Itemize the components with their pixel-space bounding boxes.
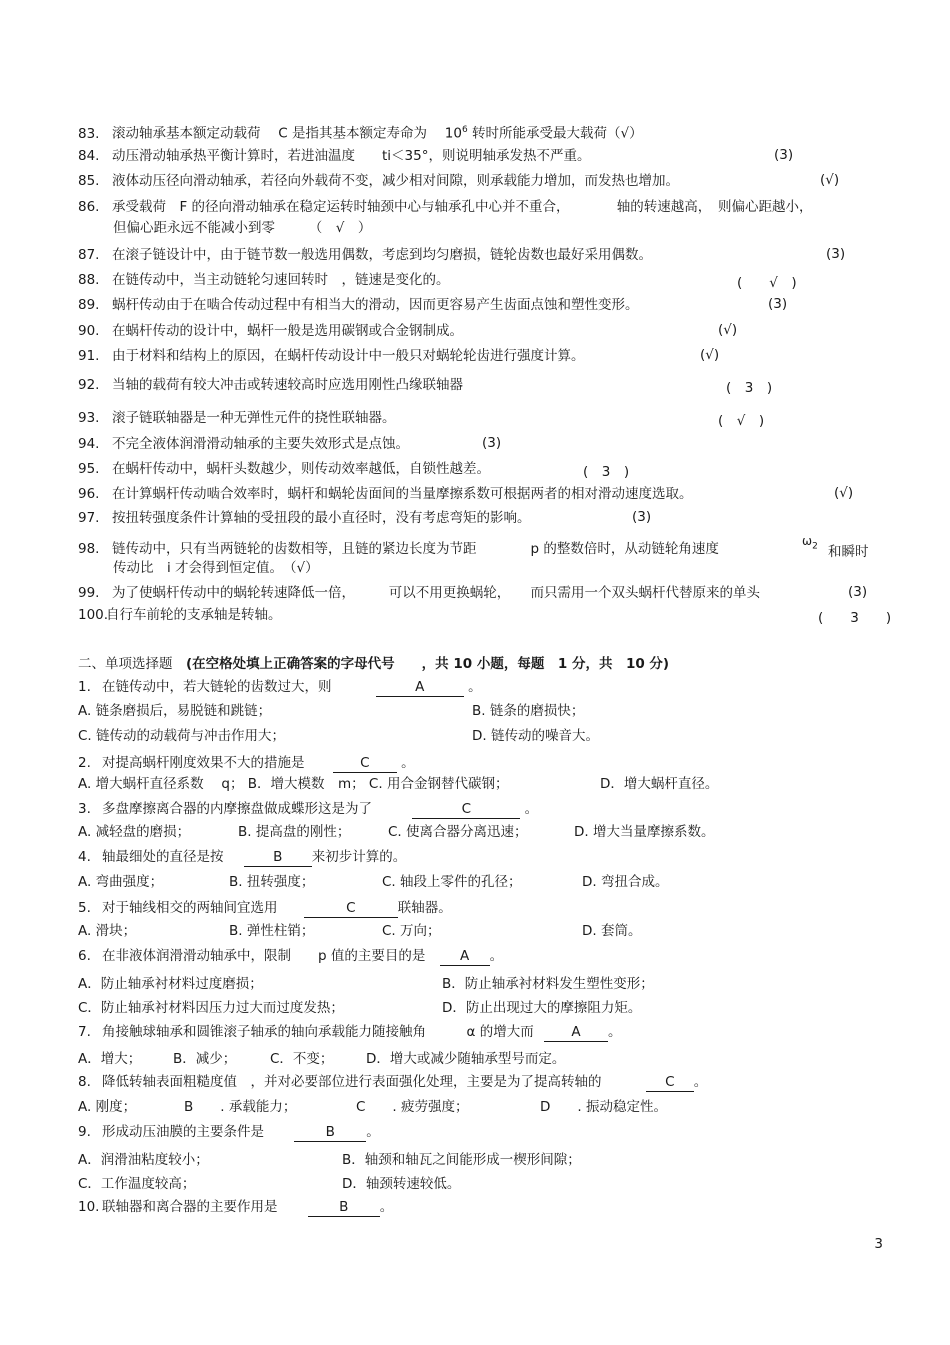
mc-4-option-d: D. 弯扭合成。 bbox=[582, 874, 669, 890]
mc-2-option-abc: A. 增大蜗杆直径系数 q； B．增大模数 m； C. 用合金钢替代碳钢； bbox=[78, 776, 509, 792]
mc-9-option-d: D．轴颈转速较低。 bbox=[342, 1176, 461, 1192]
tf-item-86-continuation: 但偏心距永远不能减小到零 （ √ ） bbox=[113, 220, 372, 236]
mc-7-option-a: A．增大； bbox=[78, 1051, 142, 1067]
mc-6-option-c: C．防止轴承衬材料因压力过大而过度发热； bbox=[78, 1000, 344, 1016]
tf-answer-99: (3) bbox=[848, 584, 868, 600]
tf-answer-84: (3) bbox=[774, 147, 794, 163]
mc-5-option-c: C. 万向； bbox=[382, 923, 441, 939]
mc-item-10: 10. 联轴器和离合器的主要作用是 B 。 bbox=[78, 1199, 394, 1215]
mc-9-option-a: A．润滑油粘度较小； bbox=[78, 1152, 209, 1168]
mc-6-option-b: B．防止轴承衬材料发生塑性变形； bbox=[442, 976, 654, 992]
answer-blank: B bbox=[294, 1123, 366, 1142]
tf-answer-89: (3) bbox=[768, 296, 788, 312]
mc-1-option-d: D. 链传动的噪音大。 bbox=[472, 728, 599, 744]
mc-item-3: 3. 多盘摩擦离合器的内摩擦盘做成蝶形这是为了 C 。 bbox=[78, 801, 539, 817]
tf-answer-94: (3) bbox=[482, 435, 502, 451]
mc-6-option-d: D．防止出现过大的摩擦阻力矩。 bbox=[442, 1000, 642, 1016]
answer-blank: B bbox=[244, 848, 312, 867]
mc-8-option-b: B . 承载能力； bbox=[184, 1099, 297, 1115]
tf-answer-95: ( 3 ) bbox=[583, 464, 630, 480]
mc-item-7: 7. 角接触球轴承和圆锥滚子轴承的轴向承载能力随接触角 α 的增大而 A 。 bbox=[78, 1024, 622, 1040]
tf-answer-91: (√) bbox=[700, 347, 720, 363]
mc-4-option-c: C. 轴段上零件的孔径； bbox=[382, 874, 522, 890]
mc-5-option-b: B. 弹性柱销； bbox=[229, 923, 315, 939]
tf-answer-88: ( √ ) bbox=[737, 275, 797, 291]
section-heading: 二、单项选择题 (在空格处填上正确答案的字母代号 ，共 10 小题，每题 1 分，共 10 分) bbox=[78, 656, 670, 672]
tf-item-88: 88. 在链传动中，当主动链轮匀速回转时 ，链速是变化的。 bbox=[78, 272, 450, 288]
answer-blank: C bbox=[333, 754, 397, 773]
tf-item-87: 87. 在滚子链设计中，由于链节数一般选用偶数，考虑到均匀磨损，链轮齿数也最好采用偶数。 bbox=[78, 247, 652, 263]
mc-4-option-a: A. 弯曲强度； bbox=[78, 874, 164, 890]
tf-answer-92: ( 3 ) bbox=[726, 380, 773, 396]
tf-item-83: 83. 滚动轴承基本额定动载荷 C 是指其基本额定寿命为 $10^6$ 转时所能承受最大载荷（√） bbox=[78, 125, 643, 142]
mc-item-5: 5. 对于轴线相交的两轴间宜选用 C 联轴器。 bbox=[78, 900, 452, 916]
answer-blank: C bbox=[646, 1073, 694, 1092]
mc-item-1: 1. 在链传动中，若大链轮的齿数过大，则 A 。 bbox=[78, 679, 482, 695]
tf-item-99: 99. 为了使蜗杆传动中的蜗轮转速降低一倍， 可以不用更换蜗轮， 而只需用一个双头蜗杆代替原来的单头 bbox=[78, 585, 760, 601]
mc-item-4: 4. 轴最细处的直径是按 B 来初步计算的。 bbox=[78, 849, 407, 865]
tf-item-95: 95. 在蜗杆传动中，蜗杆头数越少，则传动效率越低，自锁性越差。 bbox=[78, 461, 490, 477]
mc-7-option-d: D．增大或减少随轴承型号而定。 bbox=[366, 1051, 566, 1067]
mc-item-9: 9. 形成动压油膜的主要条件是 B 。 bbox=[78, 1124, 380, 1140]
answer-blank: B bbox=[308, 1198, 380, 1217]
mc-3-option-a: A. 减轻盘的磨损； bbox=[78, 824, 191, 840]
tf-item-91: 91. 由于材料和结构上的原因，在蜗杆传动设计中一般只对蜗轮轮齿进行强度计算。 bbox=[78, 348, 585, 364]
mc-4-option-b: B. 扭转强度； bbox=[229, 874, 315, 890]
mc-5-option-d: D. 套筒。 bbox=[582, 923, 642, 939]
tf-item-89: 89. 蜗杆传动由于在啮合传动过程中有相当大的滑动，因而更容易产生齿面点蚀和塑性变形。 bbox=[78, 297, 639, 313]
tf-answer-96: (√) bbox=[834, 485, 854, 501]
tf-answer-90: (√) bbox=[718, 322, 738, 338]
mc-3-option-b: B. 提高盘的刚性； bbox=[238, 824, 351, 840]
tf-item-90: 90. 在蜗杆传动的设计中，蜗杆一般是选用碳钢或合金钢制成。 bbox=[78, 323, 463, 339]
omega-symbol: $\omega_2$ bbox=[802, 534, 818, 552]
tf-item-96: 96. 在计算蜗杆传动啮合效率时，蜗杆和蜗轮齿面间的当量摩擦系数可根据两者的相对滑动速度选取。 bbox=[78, 486, 693, 502]
mc-item-8: 8. 降低转轴表面粗糙度值 ，并对必要部位进行表面强化处理，主要是为了提高转轴的 C 。 bbox=[78, 1074, 708, 1090]
mc-8-option-c: C . 疲劳强度； bbox=[356, 1099, 469, 1115]
tf-answer-85: (√) bbox=[820, 172, 840, 188]
tf-item-86: 86. 承受载荷 F 的径向滑动轴承在稳定运转时轴颈中心与轴承孔中心并不重合， 轴的转速越高， 则偏心距越小， bbox=[78, 199, 813, 215]
mc-9-option-c: C．工作温度较高； bbox=[78, 1176, 196, 1192]
tf-item-98: 98. 链传动中，只有当两链轮的齿数相等，且链的紧边长度为节距 p 的整数倍时，从动链轮角速度 bbox=[78, 541, 719, 557]
tf-answer-100: ( 3 ) bbox=[818, 610, 892, 626]
mc-7-option-c: C．不变； bbox=[270, 1051, 334, 1067]
mc-1-option-b: B. 链条的磨损快； bbox=[472, 703, 585, 719]
page-number: 3 bbox=[874, 1236, 883, 1252]
tf-item-94: 94. 不完全液体润滑滑动轴承的主要失效形式是点蚀。 bbox=[78, 436, 409, 452]
tf-item-85: 85. 液体动压径向滑动轴承，若径向外载荷不变，减少相对间隙，则承载能力增加，而发热也增加。 bbox=[78, 173, 679, 189]
mc-7-option-b: B．减少； bbox=[173, 1051, 237, 1067]
mc-9-option-b: B．轴颈和轴瓦之间能形成一楔形间隙； bbox=[342, 1152, 581, 1168]
answer-blank: A bbox=[376, 678, 464, 697]
mc-1-option-c: C. 链传动的动载荷与冲击作用大； bbox=[78, 728, 286, 744]
answer-blank: C bbox=[412, 800, 520, 819]
tf-item-92: 92. 当轴的载荷有较大冲击或转速较高时应选用刚性凸缘联轴器 bbox=[78, 377, 463, 393]
mc-5-option-a: A. 滑块； bbox=[78, 923, 137, 939]
mc-1-option-a: A. 链条磨损后，易脱链和跳链； bbox=[78, 703, 272, 719]
tf-answer-87: (3) bbox=[826, 246, 846, 262]
tf-item-84: 84. 动压滑动轴承热平衡计算时，若进油温度 ti＜35°，则说明轴承发热不严重。 bbox=[78, 148, 591, 164]
mc-3-option-d: D. 增大当量摩擦系数。 bbox=[574, 824, 715, 840]
mc-8-option-d: D . 振动稳定性。 bbox=[540, 1099, 667, 1115]
mc-item-6: 6. 在非液体润滑滑动轴承中，限制 p 值的主要目的是 A 。 bbox=[78, 948, 504, 964]
tf-answer-97: (3) bbox=[632, 509, 652, 525]
tf-item-98-tail: 和瞬时 bbox=[828, 544, 869, 560]
tf-item-100: 100.自行车前轮的支承轴是转轴。 bbox=[78, 607, 282, 623]
tf-answer-93: ( √ ) bbox=[718, 413, 765, 429]
mc-3-option-c: C. 使离合器分离迅速； bbox=[388, 824, 528, 840]
tf-item-93: 93. 滚子链联轴器是一种无弹性元件的挠性联轴器。 bbox=[78, 410, 396, 426]
mc-8-option-a: A. 刚度； bbox=[78, 1099, 137, 1115]
answer-blank: A bbox=[544, 1023, 608, 1042]
mc-item-2: 2. 对提高蜗杆刚度效果不大的措施是 C 。 bbox=[78, 755, 415, 771]
mc-2-option-d: D．增大蜗杆直径。 bbox=[600, 776, 719, 792]
answer-blank: C bbox=[304, 899, 398, 918]
mc-6-option-a: A．防止轴承衬材料过度磨损； bbox=[78, 976, 263, 992]
tf-item-97: 97. 按扭转强度条件计算轴的受扭段的最小直径时，没有考虑弯矩的影响。 bbox=[78, 510, 531, 526]
answer-blank: A bbox=[440, 947, 490, 966]
tf-item-98-continuation: 传动比 i 才会得到恒定值。 （√） bbox=[113, 560, 319, 576]
